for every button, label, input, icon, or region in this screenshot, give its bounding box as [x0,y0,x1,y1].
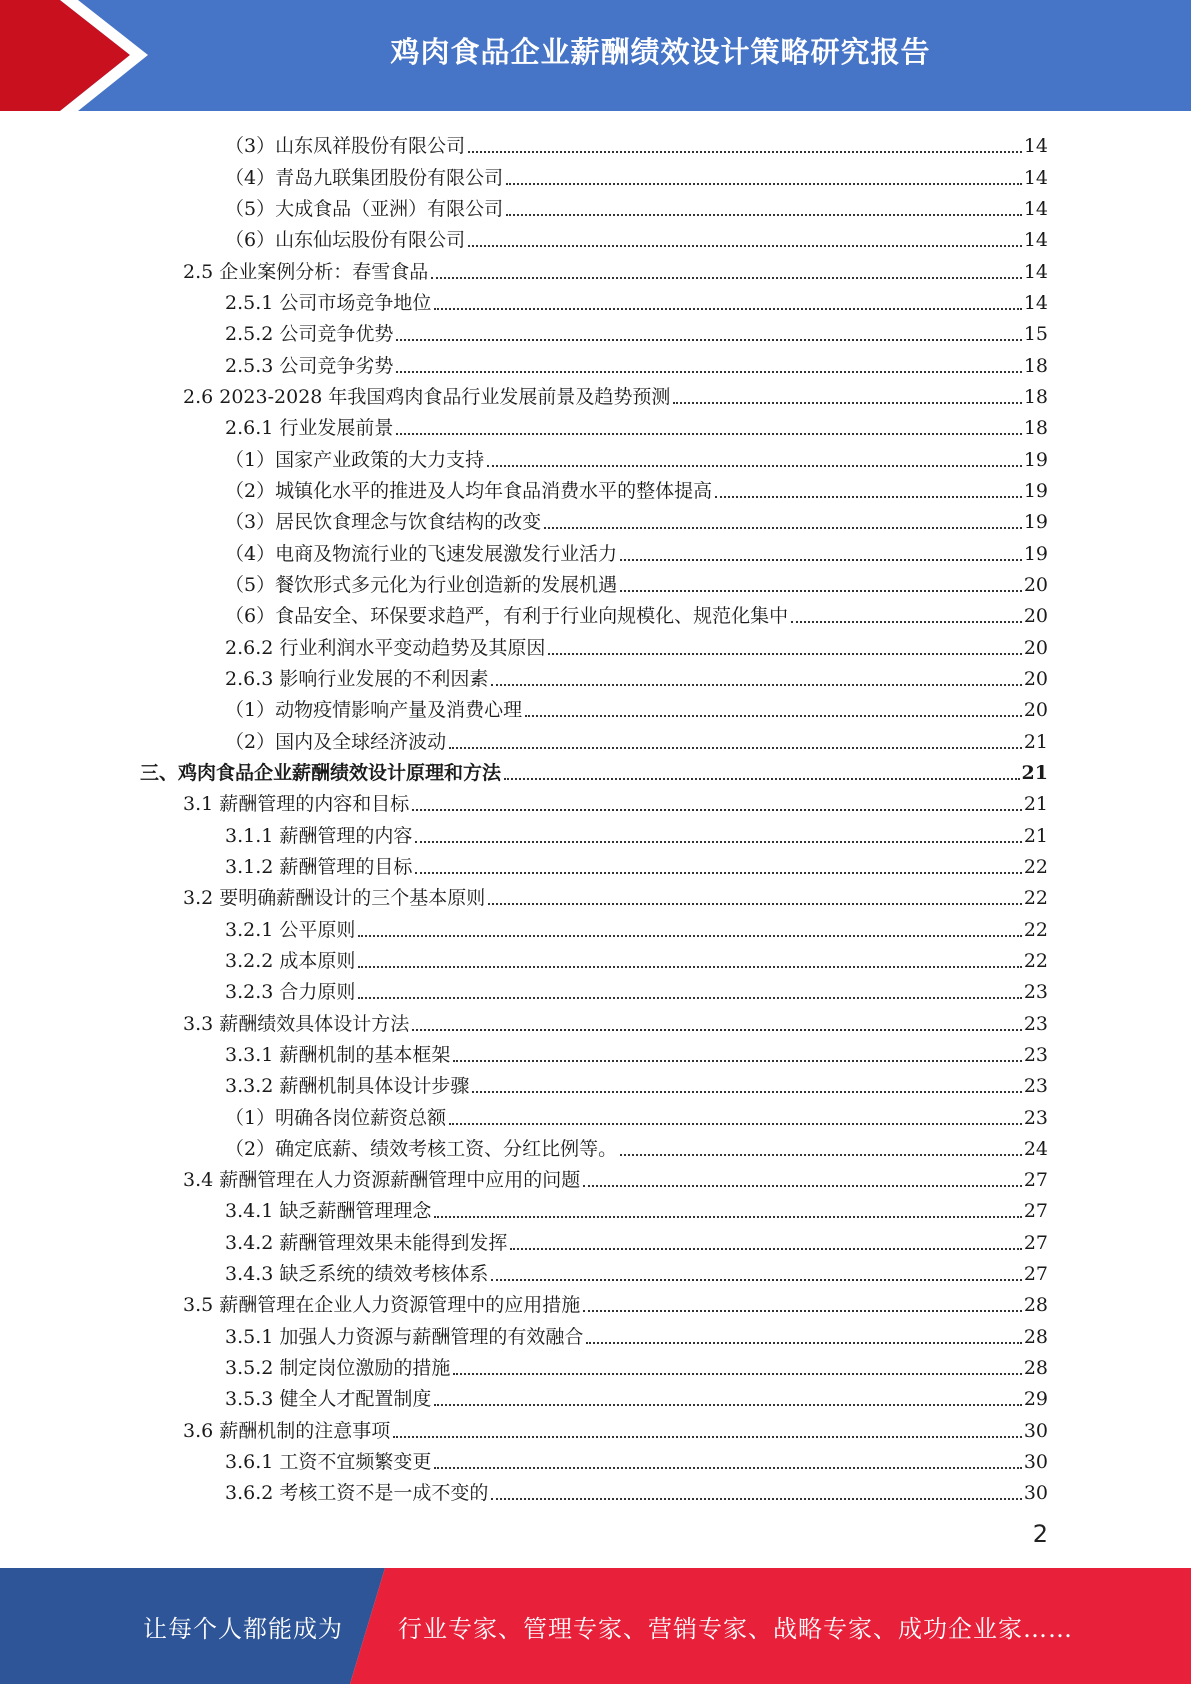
toc-entry-page: 30 [1023,1482,1048,1505]
toc-entry[interactable] [140,440,1048,471]
toc-leader-dots [586,1342,1021,1344]
toc-entry-label: 2.5 企业案例分析：春雪食品 [183,260,429,283]
toc-entry-page: 28 [1023,1357,1048,1380]
toc-leader-dots [396,433,1021,435]
toc-entry-label: （2）确定底薪、绩效考核工资、分红比例等。 [225,1137,618,1160]
toc-entry-page: 14 [1023,260,1048,283]
toc-entry[interactable] [140,534,1048,565]
toc-entry-label: 3.4.3 缺乏系统的绩效考核体系 [225,1263,489,1286]
toc-entry-label: （4）青岛九联集团股份有限公司 [225,166,504,189]
toc-entry-page: 14 [1023,291,1048,314]
toc-entry[interactable] [140,1380,1048,1411]
toc-leader-dots [673,402,1021,404]
toc-leader-dots [468,245,1022,247]
toc-entry-page: 14 [1023,229,1048,252]
toc-entry-page: 22 [1023,918,1048,941]
page-footer [0,1568,1191,1684]
toc-leader-dots [510,1248,1021,1250]
toc-entry[interactable] [140,378,1048,409]
toc-entry-page: 20 [1023,667,1048,690]
toc-entry[interactable] [140,503,1048,534]
toc-entry[interactable] [140,785,1048,816]
toc-entry[interactable] [140,1349,1048,1380]
toc-entry[interactable] [140,252,1048,283]
toc-entry-label: 3.4.2 薪酬管理效果未能得到发挥 [225,1231,508,1254]
toc-entry-label: （5）大成食品（亚洲）有限公司 [225,197,504,220]
toc-entry-page: 29 [1023,1388,1048,1411]
toc-entry-label: 3.4.1 缺乏薪酬管理理念 [225,1200,432,1223]
toc-leader-dots [506,183,1022,185]
toc-entry[interactable] [140,221,1048,252]
toc-entry[interactable] [140,848,1048,879]
header-title: 鸡肉食品企业薪酬绩效设计策略研究报告 [390,34,931,69]
toc-entry-page: 22 [1023,855,1048,878]
toc-entry-page: 22 [1023,887,1048,910]
toc-entry-page: 23 [1023,1043,1048,1066]
toc-entry[interactable] [140,1223,1048,1254]
toc-leader-dots [434,308,1021,310]
toc-entry[interactable] [140,346,1048,377]
toc-leader-dots [525,715,1022,717]
toc-entry[interactable] [140,158,1048,189]
toc-leader-dots [412,1029,1022,1031]
toc-entry[interactable] [140,1255,1048,1286]
toc-entry[interactable] [140,409,1048,440]
page-header [0,0,1191,111]
toc-leader-dots [506,214,1022,216]
toc-leader-dots [620,559,1022,561]
toc-entry-label: 3.3 薪酬绩效具体设计方法 [183,1012,410,1035]
toc-entry-page: 19 [1023,511,1048,534]
toc-entry[interactable] [140,315,1048,346]
toc-entry-page: 21 [1023,730,1048,753]
toc-entry[interactable] [140,472,1048,503]
toc-entry-label: （3）山东凤祥股份有限公司 [225,135,466,158]
toc-entry-label: 3.3.2 薪酬机制具体设计步骤 [225,1075,470,1098]
toc-entry-page: 18 [1023,354,1048,377]
toc-entry-label: 2.6.1 行业发展前景 [225,417,394,440]
toc-entry-page: 27 [1023,1169,1048,1192]
toc-entry-page: 23 [1023,1106,1048,1129]
toc-entry-label: 3.5.2 制定岗位激励的措施 [225,1357,451,1380]
toc-entry-page: 27 [1023,1200,1048,1223]
toc-entry-page: 20 [1023,699,1048,722]
toc-entry-label: 3.5 薪酬管理在企业人力资源管理中的应用措施 [183,1294,581,1317]
toc-leader-dots [393,1436,1022,1438]
toc-entry[interactable] [140,127,1048,158]
footer-slogan-left: 让每个人都能成为 [143,1614,343,1643]
toc-entry[interactable] [140,1192,1048,1223]
toc-entry-label: 3.6.1 工资不宜频繁变更 [225,1451,432,1474]
toc-entry[interactable] [140,1161,1048,1192]
toc-entry-page: 18 [1023,385,1048,408]
toc-leader-dots [449,747,1022,749]
toc-leader-dots [544,527,1022,529]
toc-entry-label: （2）国内及全球经济波动 [225,730,447,753]
toc-leader-dots [434,1404,1021,1406]
toc-leader-dots [358,966,1021,968]
toc-entry[interactable] [140,597,1048,628]
toc-leader-dots [583,1185,1022,1187]
toc-entry-label: 2.6.2 行业利润水平变动趋势及其原因 [225,636,546,659]
toc-entry-label: （4）电商及物流行业的飞速发展激发行业活力 [225,542,618,565]
toc-entry-label: 3.5.3 健全人才配置制度 [225,1388,432,1411]
toc-leader-dots [583,1310,1022,1312]
toc-entry[interactable] [140,660,1048,691]
toc-entry-label: 3.5.1 加强人力资源与薪酬管理的有效融合 [225,1325,584,1348]
toc-entry[interactable] [140,190,1048,221]
toc-entry-label: （1）国家产业政策的大力支持 [225,448,485,471]
toc-entry-page: 30 [1023,1451,1048,1474]
toc-leader-dots [504,778,1020,780]
toc-entry[interactable] [140,1036,1048,1067]
toc-entry-label: （6）食品安全、环保要求趋严，有利于行业向规模化、规范化集中 [225,605,789,628]
toc-entry-label: 三、鸡肉食品企业薪酬绩效设计原理和方法 [140,761,502,784]
toc-entry-label: 3.1.2 薪酬管理的目标 [225,855,413,878]
toc-leader-dots [491,1498,1021,1500]
toc-entry[interactable] [140,566,1048,597]
toc-entry-label: 3.2.1 公平原则 [225,918,356,941]
toc-entry[interactable] [140,1130,1048,1161]
toc-entry-page: 21 [1023,824,1048,847]
toc-entry-page: 20 [1023,636,1048,659]
toc-entry-label: 3.1.1 薪酬管理的内容 [225,824,413,847]
toc-entry[interactable] [140,1098,1048,1129]
toc-entry-label: （3）居民饮食理念与饮食结构的改变 [225,511,542,534]
toc-entry-label: 3.2 要明确薪酬设计的三个基本原则 [183,887,486,910]
toc-entry-page: 19 [1023,542,1048,565]
toc-entry-label: 3.6 薪酬机制的注意事项 [183,1419,391,1442]
toc-entry[interactable] [140,691,1048,722]
toc-entry-page: 30 [1023,1419,1048,1442]
toc-leader-dots [358,935,1021,937]
toc-entry-page: 28 [1023,1325,1048,1348]
toc-leader-dots [396,371,1021,373]
toc-entry[interactable] [140,628,1048,659]
toc-entry-page: 22 [1023,949,1048,972]
toc-entry-page: 19 [1023,479,1048,502]
toc-entry-page: 18 [1023,417,1048,440]
toc-entry-page: 19 [1023,448,1048,471]
toc-leader-dots [434,1216,1021,1218]
toc-entry-label: （2）城镇化水平的推进及人均年食品消费水平的整体提高 [225,479,713,502]
toc-entry-label: 2.5.3 公司竞争劣势 [225,354,394,377]
toc-entry[interactable] [140,722,1048,753]
footer-slogan-right: 行业专家、管理专家、营销专家、战略专家、成功企业家…… [398,1614,1073,1643]
page-number: 2 [1032,1520,1048,1548]
toc-entry-page: 28 [1023,1294,1048,1317]
toc-entry-page: 24 [1023,1137,1048,1160]
table-of-contents [140,127,1048,1505]
toc-leader-dots [715,496,1022,498]
toc-leader-dots [434,1467,1021,1469]
toc-entry-page: 14 [1023,135,1048,158]
toc-leader-dots [548,653,1021,655]
toc-entry-page: 27 [1023,1231,1048,1254]
toc-entry[interactable] [140,942,1048,973]
toc-leader-dots [488,903,1022,905]
toc-entry-page: 15 [1023,323,1048,346]
toc-entry[interactable] [140,973,1048,1004]
toc-leader-dots [472,1091,1021,1093]
toc-entry[interactable] [140,1004,1048,1035]
toc-leader-dots [468,151,1022,153]
toc-entry-page: 21 [1023,793,1048,816]
toc-entry-label: （1）动物疫情影响产量及消费心理 [225,699,523,722]
toc-entry-label: 3.3.1 薪酬机制的基本框架 [225,1043,451,1066]
toc-entry[interactable] [140,910,1048,941]
toc-entry-label: （1）明确各岗位薪资总额 [225,1106,447,1129]
toc-entry[interactable] [140,1286,1048,1317]
toc-entry-page: 20 [1023,605,1048,628]
toc-entry-label: 2.5.2 公司竞争优势 [225,323,394,346]
toc-entry[interactable] [140,284,1048,315]
toc-entry-label: 3.2.2 成本原则 [225,949,356,972]
toc-leader-dots [453,1060,1021,1062]
toc-leader-dots [358,997,1021,999]
toc-leader-dots [396,339,1021,341]
toc-entry-label: （6）山东仙坛股份有限公司 [225,229,466,252]
toc-leader-dots [487,465,1022,467]
toc-leader-dots [415,841,1021,843]
toc-entry-label: 3.4 薪酬管理在人力资源薪酬管理中应用的问题 [183,1169,581,1192]
toc-leader-dots [449,1123,1022,1125]
toc-entry-page: 21 [1021,761,1048,784]
toc-entry[interactable] [140,1474,1048,1505]
toc-entry[interactable] [140,1067,1048,1098]
toc-entry-label: 3.6.2 考核工资不是一成不变的 [225,1482,489,1505]
toc-leader-dots [415,872,1021,874]
toc-entry-page: 23 [1023,981,1048,1004]
toc-entry[interactable] [140,816,1048,847]
toc-entry-label: 3.1 薪酬管理的内容和目标 [183,793,410,816]
toc-leader-dots [620,590,1022,592]
toc-leader-dots [453,1373,1021,1375]
toc-entry-label: 2.6 2023-2028 年我国鸡肉食品行业发展前景及趋势预测 [183,385,671,408]
toc-leader-dots [791,621,1022,623]
toc-entry-page: 27 [1023,1263,1048,1286]
toc-leader-dots [431,277,1022,279]
toc-leader-dots [491,1279,1021,1281]
toc-entry[interactable] [140,1317,1048,1348]
toc-entry-page: 14 [1023,166,1048,189]
toc-leader-dots [620,1154,1022,1156]
toc-entry-label: 2.6.3 影响行业发展的不利因素 [225,667,489,690]
toc-entry-page: 20 [1023,573,1048,596]
toc-entry-label: 2.5.1 公司市场竞争地位 [225,291,432,314]
toc-leader-dots [412,809,1022,811]
toc-leader-dots [491,684,1021,686]
toc-entry[interactable] [140,1411,1048,1442]
toc-entry-label: 3.2.3 合力原则 [225,981,356,1004]
toc-entry-page: 14 [1023,197,1048,220]
toc-entry[interactable] [140,754,1048,785]
toc-entry-label: （5）餐饮形式多元化为行业创造新的发展机遇 [225,573,618,596]
toc-entry-page: 23 [1023,1075,1048,1098]
toc-entry[interactable] [140,1443,1048,1474]
toc-entry[interactable] [140,879,1048,910]
toc-entry-page: 23 [1023,1012,1048,1035]
